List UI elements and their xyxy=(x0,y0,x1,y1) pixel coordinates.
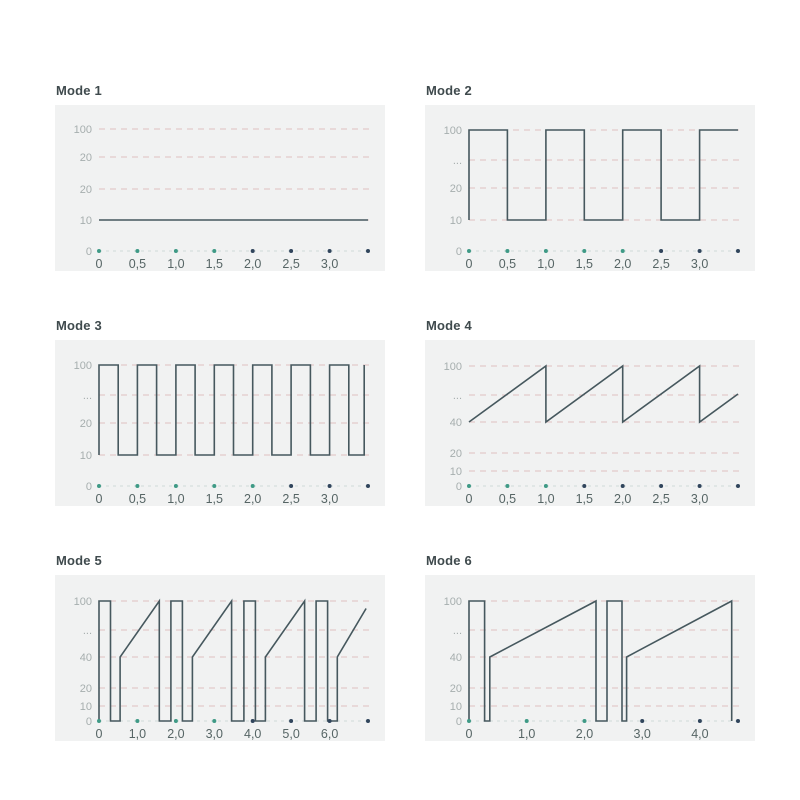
chart-mode-3 xyxy=(55,318,385,506)
axis-dot xyxy=(544,484,548,488)
axis-dot xyxy=(289,719,293,723)
x-tick-label: 3,0 xyxy=(690,492,709,506)
axis-dot xyxy=(467,484,471,488)
axis-dot xyxy=(583,719,587,723)
x-tick-label: 3,0 xyxy=(320,257,339,271)
waveform-plot xyxy=(425,340,755,506)
x-tick-label: 2,0 xyxy=(614,492,632,506)
axis-dot xyxy=(251,249,255,253)
axis-dot xyxy=(212,719,216,723)
x-tick-label: 2,0 xyxy=(575,727,594,741)
axis-dot xyxy=(582,484,586,488)
chart-mode-6 xyxy=(425,553,755,741)
x-tick-label: 1,0 xyxy=(537,257,555,271)
y-tick-label: 20 xyxy=(449,683,462,695)
axis-dot xyxy=(174,719,178,723)
x-tick-label: 1,5 xyxy=(205,257,223,271)
axis-dot xyxy=(640,719,644,723)
waveform-path xyxy=(469,130,738,220)
axis-dot xyxy=(251,719,255,723)
y-tick-label: 100 xyxy=(443,596,462,608)
y-tick-label: 10 xyxy=(79,701,92,713)
x-tick-label: 2,0 xyxy=(614,257,632,271)
x-tick-label: 3,0 xyxy=(320,492,339,506)
y-tick-label: ... xyxy=(82,390,92,402)
axis-dot xyxy=(97,719,101,723)
axis-dot xyxy=(736,719,740,723)
x-tick-label: 5,0 xyxy=(282,727,300,741)
axis-dot xyxy=(289,249,293,253)
axis-dot xyxy=(736,484,740,488)
axis-dot xyxy=(659,249,663,253)
x-tick-label: 0 xyxy=(95,492,103,506)
x-tick-label: 1,0 xyxy=(128,727,147,741)
y-tick-label: 40 xyxy=(449,652,462,664)
axis-dot xyxy=(97,484,101,488)
x-tick-label: 3,0 xyxy=(633,727,651,741)
y-tick-label: 20 xyxy=(449,183,462,195)
x-tick-label: 2,5 xyxy=(652,492,670,506)
axis-dot xyxy=(621,484,625,488)
y-tick-label: 100 xyxy=(443,361,462,373)
axis-dot xyxy=(698,249,702,253)
x-tick-label: 4,0 xyxy=(244,727,262,741)
x-tick-label: 6,0 xyxy=(320,727,339,741)
waveform-plot xyxy=(425,575,755,741)
axis-dot xyxy=(659,484,663,488)
y-tick-label: 0 xyxy=(85,716,92,728)
waveform-path xyxy=(469,601,732,721)
y-tick-label: 0 xyxy=(85,481,92,493)
y-tick-label: 10 xyxy=(449,215,462,227)
axis-dot xyxy=(525,719,529,723)
axis-dot xyxy=(505,249,509,253)
chart-title: Mode 1 xyxy=(56,83,102,98)
y-tick-label: 10 xyxy=(79,215,92,227)
chart-mode-4 xyxy=(425,318,755,506)
y-tick-label: 10 xyxy=(449,701,462,713)
x-tick-label: 2,5 xyxy=(282,492,300,506)
x-tick-label: 4,0 xyxy=(691,727,709,741)
axis-dot xyxy=(174,484,178,488)
axis-dot xyxy=(467,719,471,723)
x-tick-label: 1,5 xyxy=(575,257,593,271)
x-tick-label: 1,0 xyxy=(167,492,185,506)
axis-dot xyxy=(135,484,139,488)
x-tick-label: 2,5 xyxy=(652,257,670,271)
waveform-plot xyxy=(55,575,385,741)
y-tick-label: ... xyxy=(452,155,462,167)
y-tick-label: 100 xyxy=(443,125,462,137)
axis-dot xyxy=(135,719,139,723)
axis-dot xyxy=(212,484,216,488)
axis-dot xyxy=(467,249,471,253)
x-tick-label: 1,0 xyxy=(167,257,185,271)
x-tick-label: 1,5 xyxy=(575,492,593,506)
axis-dot xyxy=(582,249,586,253)
axis-dot xyxy=(212,249,216,253)
axis-dot xyxy=(328,484,332,488)
y-tick-label: 10 xyxy=(449,466,462,478)
x-tick-label: 1,0 xyxy=(518,727,536,741)
x-tick-label: 2,5 xyxy=(282,257,300,271)
x-tick-label: 0 xyxy=(95,727,103,741)
axis-dot xyxy=(366,249,370,253)
y-tick-label: 0 xyxy=(455,716,462,728)
x-tick-label: 3,0 xyxy=(205,727,223,741)
x-tick-label: 1,5 xyxy=(205,492,223,506)
axis-dot xyxy=(328,249,332,253)
chart-mode-1 xyxy=(55,83,385,271)
x-tick-label: 0,5 xyxy=(498,257,517,271)
axis-dot xyxy=(698,484,702,488)
y-tick-label: ... xyxy=(452,390,462,402)
y-tick-label: 20 xyxy=(79,152,92,164)
axis-dot xyxy=(174,249,178,253)
x-tick-label: 0 xyxy=(465,727,473,741)
chart-title: Mode 3 xyxy=(56,318,102,333)
axis-dot xyxy=(621,249,625,253)
axis-dot xyxy=(544,249,548,253)
x-tick-label: 0 xyxy=(465,492,473,506)
y-tick-label: 100 xyxy=(73,124,92,136)
y-tick-label: 20 xyxy=(449,448,462,460)
chart-title: Mode 4 xyxy=(426,318,472,333)
x-tick-label: 0 xyxy=(465,257,473,271)
chart-title: Mode 6 xyxy=(426,553,472,568)
x-tick-label: 0,5 xyxy=(128,257,147,271)
y-tick-label: 100 xyxy=(73,360,92,372)
x-tick-label: 0,5 xyxy=(498,492,517,506)
axis-dot xyxy=(366,719,370,723)
axis-dot xyxy=(289,484,293,488)
y-tick-label: 100 xyxy=(73,596,92,608)
y-tick-label: 20 xyxy=(79,683,92,695)
axis-dot xyxy=(366,484,370,488)
y-tick-label: ... xyxy=(452,625,462,637)
waveform-path xyxy=(99,601,366,721)
axis-dot xyxy=(251,484,255,488)
x-tick-label: 3,0 xyxy=(690,257,709,271)
waveform-path xyxy=(99,365,364,455)
x-tick-label: 2,0 xyxy=(167,727,185,741)
y-tick-label: 40 xyxy=(79,652,92,664)
y-tick-label: 0 xyxy=(455,481,462,493)
x-tick-label: 0,5 xyxy=(128,492,147,506)
axis-dot xyxy=(97,249,101,253)
y-tick-label: 40 xyxy=(449,417,462,429)
x-tick-label: 0 xyxy=(95,257,103,271)
axis-dot xyxy=(698,719,702,723)
chart-mode-5 xyxy=(55,553,385,741)
waveform-plot xyxy=(425,105,755,271)
axis-dot xyxy=(135,249,139,253)
axis-dot xyxy=(505,484,509,488)
chart-title: Mode 5 xyxy=(56,553,102,568)
x-tick-label: 1,0 xyxy=(537,492,555,506)
y-tick-label: 0 xyxy=(85,246,92,258)
axis-dot xyxy=(736,249,740,253)
axis-dot xyxy=(328,719,332,723)
y-tick-label: 20 xyxy=(79,184,92,196)
y-tick-label: 10 xyxy=(79,450,92,462)
y-tick-label: 0 xyxy=(455,246,462,258)
waveform-plot xyxy=(55,340,385,506)
waveform-path xyxy=(469,366,738,422)
y-tick-label: 20 xyxy=(79,418,92,430)
waveform-plot xyxy=(55,105,385,271)
chart-title: Mode 2 xyxy=(426,83,472,98)
x-tick-label: 2,0 xyxy=(244,257,262,271)
y-tick-label: ... xyxy=(82,625,92,637)
chart-mode-2 xyxy=(425,83,755,271)
x-tick-label: 2,0 xyxy=(244,492,262,506)
